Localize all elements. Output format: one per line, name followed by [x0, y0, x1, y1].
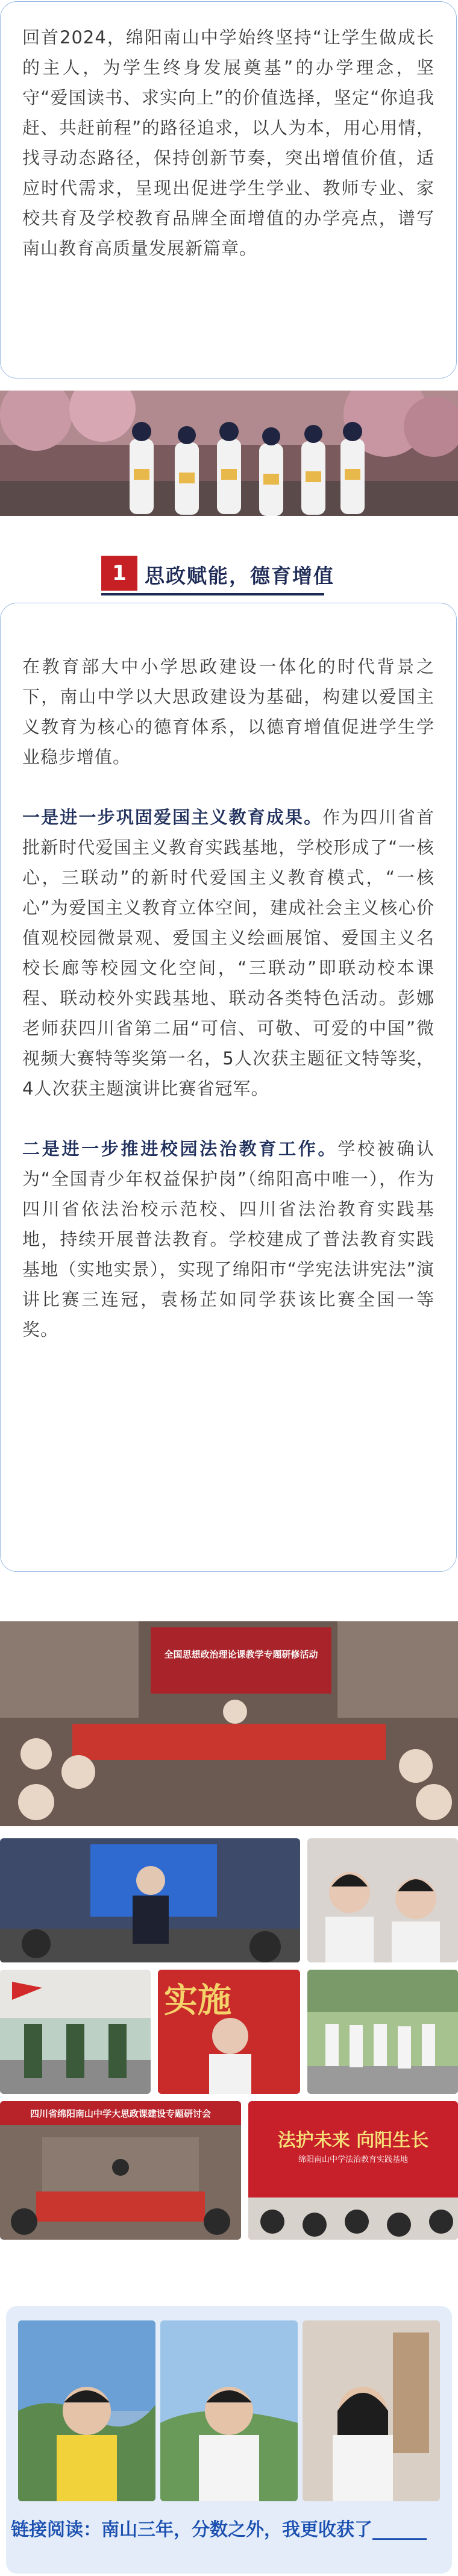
stage-banner-text: 法护未来 向阳生长 [277, 2130, 429, 2151]
students-group-photo [0, 391, 458, 516]
speaker-photo [0, 1838, 300, 1962]
stage-photo [248, 2101, 458, 2240]
link-photo-student-2[interactable] [160, 2320, 298, 2501]
section-intro: 在教育部大中小学思政建设一体化的时代背景之下，南山中学以大思政建设为基础，构建以爱国主义教育为核心的德育体系，以德育增值促进学生学业稳步增值。 [22, 656, 434, 767]
meeting-photo [0, 1621, 458, 1826]
point-two-lead: 二是进一步推进校园法治教育工作。 [22, 1139, 338, 1159]
link-reading-text[interactable] [11, 2515, 427, 2541]
point-one-lead: 一是进一步巩固爱国主义教育成果。 [22, 807, 323, 828]
svg-text:实施: 实施 [164, 1981, 231, 2020]
speech-photo [158, 1970, 300, 2094]
meeting-banner-text: 全国思想政治理论课教学专题研修活动 [164, 1649, 318, 1660]
link-label: 链接阅读： [11, 2519, 101, 2540]
link-photo-student-1[interactable] [18, 2320, 155, 2501]
section-body-card [0, 603, 457, 1572]
seminar-banner-text: 四川省绵阳南山中学大思政课建设专题研讨会 [30, 2108, 211, 2119]
section-title: 思政赋能，德育增值 [145, 564, 334, 588]
point-two-body: 学校被确认为“全国青少年权益保护岗”（绵阳高中唯一），作为四川省依法治校示范校、四川省法治教育实践基地，持续开展普法教育。学校建成了普法教育实践基地（实地实景），实现了绵阳市“学宪法讲宪法”演讲比赛三连冠，袁杨芷如同学获该比赛全国一等奖。 [22, 1139, 434, 1340]
point-one [22, 802, 434, 1104]
link-photo-student-3[interactable] [303, 2320, 440, 2501]
link-title[interactable]: 南山三年，分数之外，我更收获了______ [101, 2519, 427, 2540]
flag-ceremony-photo [0, 1970, 151, 2094]
section-heading [101, 556, 354, 598]
outdoor-students-photo [307, 1970, 458, 2094]
stage-sub-text: 绵阳南山中学法治教育实践基地 [298, 2155, 408, 2164]
students-desk-photo [307, 1838, 458, 1962]
intro-paragraph: 回首2024，绵阳南山中学始终坚持“让学生做成长的主人，为学生终身发展奠基”的办学理念，坚守“爱国读书、求实向上”的价值选择，坚定“你追我赶、共赶前程”的路径追求，以人为本，用心用情，找寻动态路径，保持创新节奏，突出增值价值，适应时代需求，呈现出促进学生学业、教师专业、家校共育及学校教育品牌全面增值的办学亮点，谱写南山教育高质量发展新篇章。 [22, 27, 434, 259]
section-number: 1 [101, 556, 137, 591]
point-one-body: 作为四川省首批新时代爱国主义教育实践基地，学校形成了“一核心，三联动”的新时代爱国主义教育模式，“一核心”为爱国主义教育立体空间，建成社会主义核心价值观校园微景观、爱国主义绘画展馆、爱国主义名校长廊等校园文化空间，“三联动”即联动校本课程、联动校外实践基地、联动各类特色活动。彭娜老师获四川省第二届“可信、可敬、可爱的中国”微视频大赛特等奖第一名，5人次获主题征文特等奖，4人次获主题演讲比赛省冠军。 [22, 807, 434, 1099]
intro-card [0, 1, 457, 379]
section-underline [101, 593, 324, 595]
point-two [22, 1134, 434, 1345]
seminar-photo [0, 2101, 241, 2240]
